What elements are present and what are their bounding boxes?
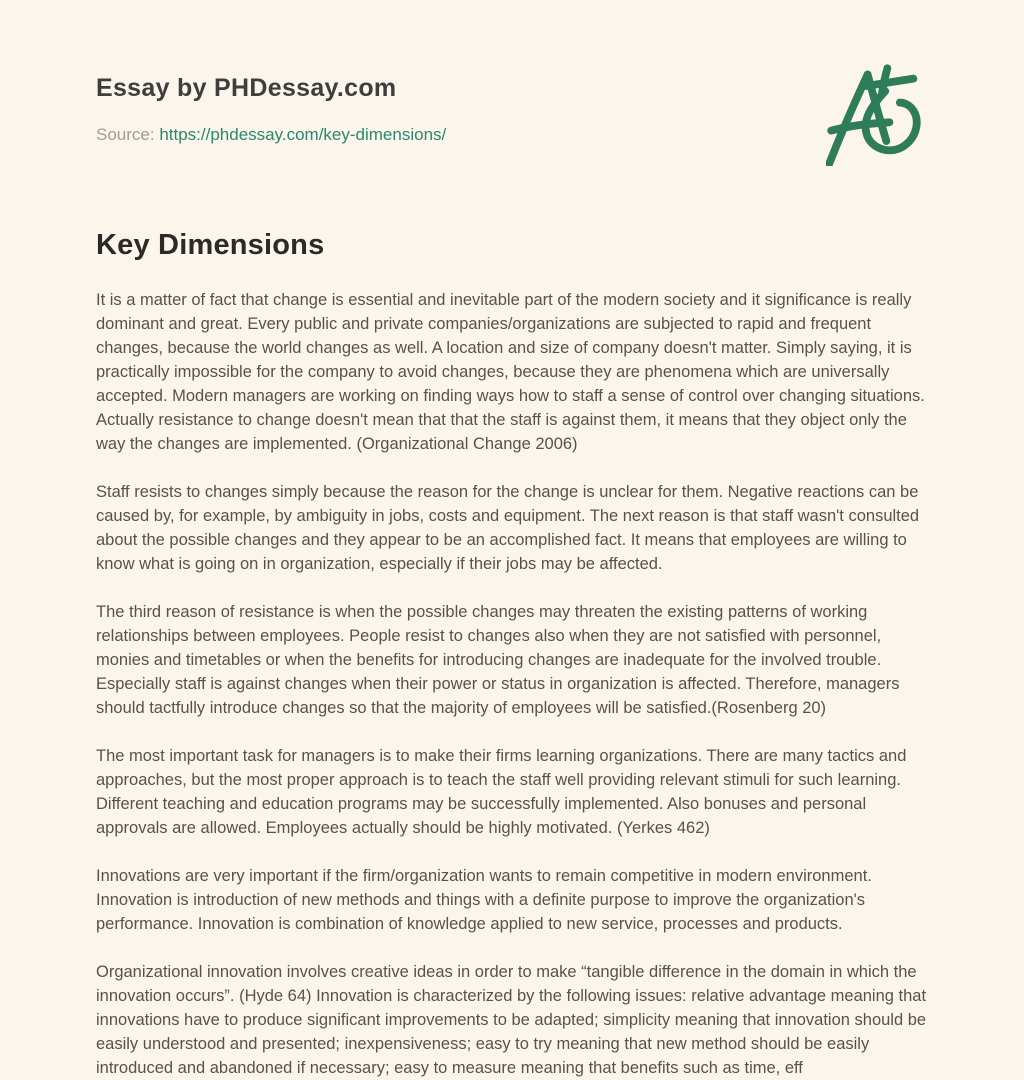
essay-paragraph: It is a matter of fact that change is essential and inevitable part of the modern society and it significance is really dominant and great. Every public and private companies/organizations are subjected to rapid and frequent changes, because the world changes as well. A location and size of company doesn't matter. Simply saying, it is practically impossible for the company to avoid changes, because they are phenomena which are universally accepted. Modern managers are working on finding ways how to staff a sense of control over changing situations. Actually resistance to change doesn't mean that that the staff is against them, it means that they object only the way the changes are implemented. (Organizational Change 2006) [96, 291, 925, 453]
essay-body [96, 288, 938, 1080]
essay-paragraph: Staff resists to changes simply because the reason for the change is unclear for them. Negative reactions can be caused by, for example, by ambiguity in jobs, costs and equipment. The next reason is that staff wasn't consulted about the possible changes and they appear to be an accomplished fact. It means that employees are willing to know what is going on in organization, especially if their jobs may be affected. [96, 483, 920, 573]
essay-paragraph: Innovations are very important if the firm/organization wants to remain competitive in modern environment. Innovation is introduction of new methods and things with a definite purpose to improve the organization's performance. Innovation is combination of knowledge applied to new service, processes and products. [96, 867, 872, 933]
site-title: Essay by PHDessay.com [96, 74, 397, 102]
essay-content [96, 229, 932, 1080]
essay-title: Key Dimensions [96, 229, 325, 261]
essay-paragraph: The third reason of resistance is when the possible changes may threaten the existing patterns of working relationships between employees. People resist to changes also when they are not satisfied with personnel, monies and timetables or when the benefits for introducing changes are inadequate for the involved trouble. Especially staff is against changes when their power or status in organization is affected. Therefore, managers should tactfully introduce changes so that the majority of employees will be satisfied.(Rosenberg 20) [96, 603, 900, 717]
source-line [96, 125, 932, 145]
source-link[interactable]: https://phdessay.com/key-dimensions/ [159, 125, 447, 144]
essay-paragraph: Organizational innovation involves creative ideas in order to make “tangible difference in the domain in which the innovation occurs”. (Hyde 64) Innovation is characterized by the following issues: relative advantage meaning that innovations have to produce significant improvements to be adapted; simplicity meaning that innovation should be easily understood and presented; inexpensiveness; easy to try meaning that new method should be easily introduced and abandoned if necessary; easy to measure meaning that benefits such as time, eff [96, 963, 927, 1077]
essay-paragraph: The most important task for managers is to make their firms learning organizations. There are many tactics and approaches, but the most proper approach is to teach the staff well providing relevant stimuli for such learning. Different teaching and education programs may be successfully implemented. Also bonuses and personal approvals are allowed. Employees actually should be highly motivated. (Yerkes 462) [96, 747, 907, 837]
a-plus-logo-icon [826, 62, 930, 166]
page-header [96, 74, 932, 145]
source-label: Source: [96, 125, 155, 144]
